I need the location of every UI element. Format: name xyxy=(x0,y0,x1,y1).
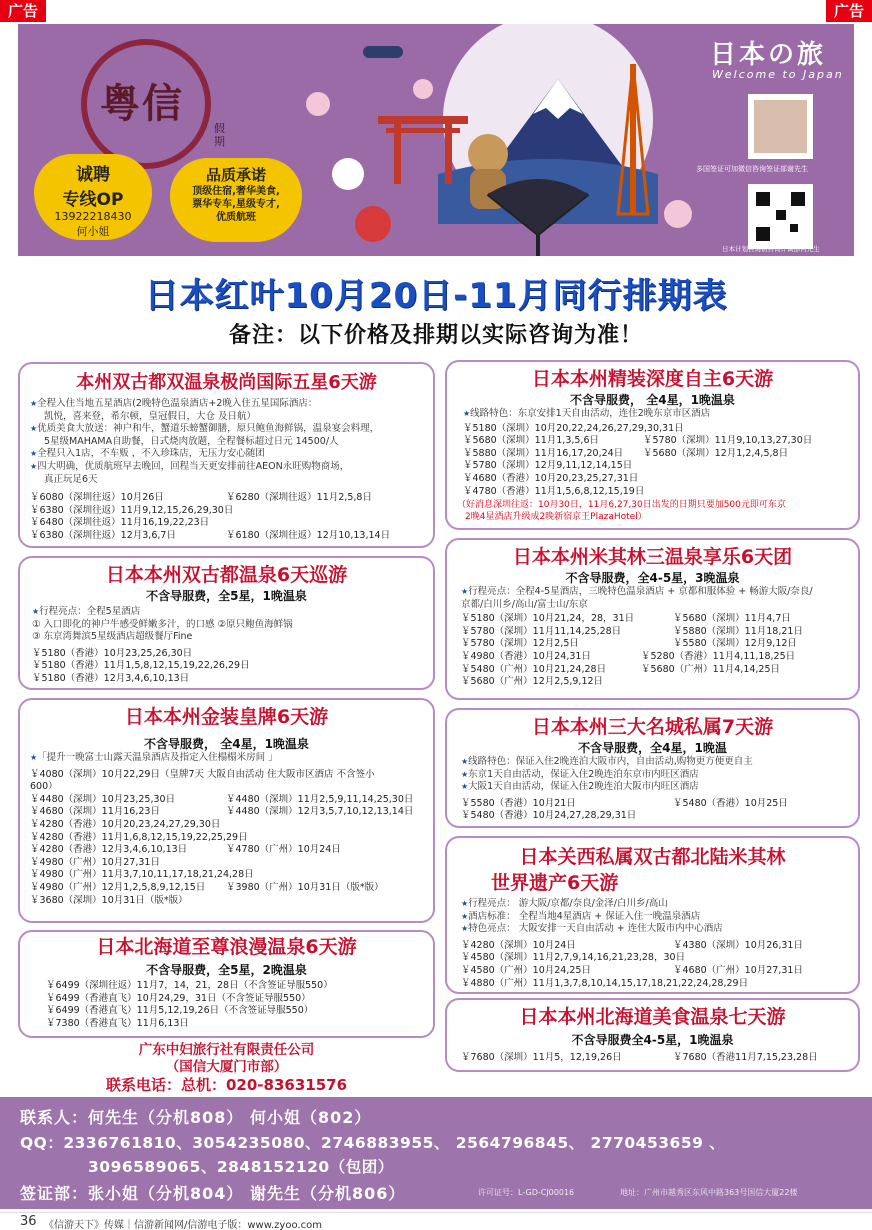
tour-title-2: 世界遗产6天游 xyxy=(491,872,619,894)
price-list xyxy=(447,1048,858,1065)
recruit-phone: 13922218430 xyxy=(54,210,132,223)
headline: 日本红叶10月20日-11月同行排期表 xyxy=(144,276,728,316)
bullet: 真正玩足6天 xyxy=(44,473,98,485)
bullet: ★四大明确，优质航班早去晚回，回程当天更安排前往AEON永旺购物商场， xyxy=(30,460,350,472)
bullet: 凯悦，喜来登，希尔顿，皇冠假日，大仓 及日航） xyxy=(44,410,257,422)
tour-subtitle: 不含导服费，全5星，2晚温泉 xyxy=(146,963,307,977)
price-list xyxy=(447,794,858,823)
bullet: ① 入口即化的神户牛感受鲜嫩多汁，的口感 ②原只鲍鱼海鲜锅 xyxy=(32,618,293,630)
footer xyxy=(0,1212,872,1230)
tour-title: 日本关西私属双古都北陆米其林 xyxy=(519,846,786,868)
bullet: ★酒店标准： 全程当地4星酒店 + 保证入住一晚温泉酒店 xyxy=(461,910,701,922)
price-row: ￥4680（香港）10月20,23,25,27,31日 xyxy=(463,472,639,484)
bullet: ③ 东京湾舞滨5星级酒店超级餐厅Fine xyxy=(32,631,193,643)
price-row: ￥6380（深圳往返）12月3,6,7日 ￥6180（深圳往返）12月10,13,14日 xyxy=(30,529,391,541)
tour-title: 日本本州精装深度自主6天游 xyxy=(531,368,774,390)
price-list xyxy=(20,486,433,542)
tour-title: 日本本州金装皇牌6天游 xyxy=(124,706,329,728)
quality-line-3: 优质航班 xyxy=(216,212,256,223)
price-row: ￥4980（香港）10月24,31日 ￥5280（香港）11月4,11,18,25日 xyxy=(461,650,796,662)
tour-bullets xyxy=(20,394,433,486)
price-row: ￥4280（深圳）10月24日 ￥4380（深圳）10月26,31日 xyxy=(461,939,803,951)
ad-label-right: 广告 xyxy=(826,0,872,22)
tour-card-4 xyxy=(18,930,435,1038)
tour-card-8 xyxy=(445,836,860,994)
bullet: ★行程亮点：全程5星酒店 xyxy=(32,606,141,617)
price-row: ￥5680（广州）12月2,5,9,12日 xyxy=(461,676,604,688)
price-row: 600） xyxy=(30,781,58,793)
price-row: ￥6480（深圳往返）11月16,19,22,23日 xyxy=(30,517,210,529)
bullet: ★线路特色：保证入住2晚连泊大阪市内，自由活动,购物更方便更自主 xyxy=(461,756,753,767)
bullet: ★全程只入1店，不车贩 ，不入珍珠店，无压力安心随团 xyxy=(30,448,265,460)
recruit-role: 专线OP xyxy=(62,190,124,210)
price-row: ￥4280（香港）12月3,4,6,10,13日 ￥4780（广州）10月24日 xyxy=(30,844,341,856)
price-row: ￥4280（香港）10月20,23,24,27,29,30日 xyxy=(30,818,221,830)
company-tel: 联系电话：总机：020-83631576 xyxy=(105,1076,348,1094)
tour-card-3 xyxy=(18,698,435,923)
slogan: 日本の旅 xyxy=(710,40,827,70)
promo-note xyxy=(447,498,858,523)
price-list xyxy=(447,936,858,990)
price-row: ￥4680（深圳）11月16,23日 ￥4480（深圳）12月3,5,7,10,12,13,14日 xyxy=(30,806,414,818)
tour-bullets xyxy=(447,586,858,611)
price-row: ￥7680（深圳）11月5，12,19,26日 ￥7680（香港11月7,15,23,28日 xyxy=(461,1052,818,1063)
qq-line-1: QQ：2336761810、3054235080、2746883955、 2564796845、 2770453659 、 xyxy=(20,1134,726,1152)
company-branch: （国信大厦门市部） xyxy=(165,1059,288,1075)
price-row: ￥5480（广州）10月21,24,28日 ￥5680（广州）11月4,14,25日 xyxy=(461,663,781,675)
recruit-badge xyxy=(34,154,152,240)
price-row: ￥4580（广州）10月24,25日 ￥4680（广州）10月27,31日 xyxy=(461,964,803,976)
bullet: 5星级MAHAMA自助餐，日式烧肉放题，全程餐标超过日元 14500/人 xyxy=(44,435,339,447)
tour-card-1 xyxy=(18,362,435,548)
promo-line-2: 2晚4星酒店升级成2晚新宿京王PlazaHotel） xyxy=(465,512,647,523)
price-row: ￥5780（深圳）11月11,14,25,28日 ￥5880（深圳）11月18,21日 xyxy=(461,625,803,637)
recruit-title: 诚聘 xyxy=(76,165,110,185)
tour-title: 日本本州三大名城私属7天游 xyxy=(531,716,774,738)
price-row: ￥4580（深圳）11月2,7,9,14,16,21,23,28，30日 xyxy=(461,952,686,964)
price-row: ￥5880（深圳）11月16,17,20,24日 ￥5680（深圳）12月1,2,4,5,8日 xyxy=(463,447,789,459)
address: 地址：广州市越秀区东风中路363号国信大厦22楼 xyxy=(620,1188,798,1197)
contact-bar xyxy=(0,1097,872,1209)
price-row: ￥5780（深圳）12月2,5日 ￥5580（深圳）12月9,12日 xyxy=(461,638,797,650)
tour-title: 日本北海道至尊浪漫温泉6天游 xyxy=(96,936,357,958)
tour-card-5 xyxy=(445,360,860,530)
banner xyxy=(18,24,854,256)
tour-title: 本州双古都双温泉极尚国际五星6天游 xyxy=(76,372,377,393)
price-row: ￥6499（香港直飞）10月24,29，31日（不含签证导服550） xyxy=(46,992,311,1004)
price-row: ￥4880（广州）11月1,3,7,8,10,14,15,17,18,21,22,24,28,29日 xyxy=(461,977,749,989)
price-row: ￥4480（深圳）10月23,25,30日 ￥4480（深圳）11月2,5,9,11,14,25,30日 xyxy=(30,793,414,805)
tour-subtitle: 不含导服费全4-5星，1晚温泉 xyxy=(571,1033,734,1047)
price-row: ￥4980（广州）11月3,7,10,11,17,18,21,24,28日 xyxy=(30,869,254,881)
price-row: ￥4980（广州）12月1,2,5,8,9,12,15日 ￥3980（广州）10月31日（版*版） xyxy=(30,881,384,893)
price-row: ￥6080（深圳往返）10月26日 ￥6280（深圳往返）11月2,5,8日 xyxy=(30,492,372,504)
price-row: ￥3680（深圳）10月31日（版*版） xyxy=(30,894,188,906)
tour-subtitle: 不含导服费，全4星，1晚温 xyxy=(578,741,727,755)
price-row: ￥4780（香港）11月1,5,6,8,12,15,19日 xyxy=(463,485,645,497)
tour-subtitle: 不含导服费， 全4星，1晚温泉 xyxy=(570,393,735,407)
price-row: ￥5180（香港）11月1,5,8,12,15,19,22,26,29日 xyxy=(32,660,250,672)
quality-title: 品质承诺 xyxy=(205,166,266,184)
tour-bullets xyxy=(20,752,433,765)
subhead: 备注：以下价格及排期以实际咨询为准！ xyxy=(228,323,643,348)
price-list xyxy=(20,765,433,908)
contact-line-1: 联系人：何先生（分机808） 何小姐（802） xyxy=(20,1108,372,1127)
tour-card-6 xyxy=(445,538,860,700)
price-row: ￥5180（深圳）10月21,24，28，31日 ￥5680（深圳）11月4,7日 xyxy=(461,613,791,625)
price-list xyxy=(20,644,433,686)
price-row: ￥7380（香港直飞）11月6,13日 xyxy=(46,1017,189,1029)
quality-line-2: 票华专车,星级专才, xyxy=(192,199,280,210)
recruit-contact: 何小姐 xyxy=(76,225,110,238)
tour-subtitle: 不含导服费，全5星，1晚温泉 xyxy=(146,589,307,603)
price-row: ￥6499（香港直飞）11月5,12,19,26日（不含签证导服550） xyxy=(46,1005,314,1017)
bullet: ★「提升一晚富士山露天温泉酒店及指定入住榻榻米房间 」 xyxy=(30,752,278,763)
bullet: ★行程亮点： 游大阪/京都/奈良/金泽/白川乡/高山 xyxy=(461,898,668,909)
price-row: ￥4280（香港）11月1,6,8,12,15,19,22,25,29日 xyxy=(30,831,248,843)
tour-title: 日本本州双古都温泉6天巡游 xyxy=(105,564,348,586)
slogan-en: Welcome to Japan xyxy=(712,68,844,81)
tour-bullets xyxy=(447,756,858,794)
tour-subtitle: 不含导服费，全4-5星，3晚温泉 xyxy=(565,571,740,585)
price-list xyxy=(447,611,858,689)
quality-badge xyxy=(170,158,302,242)
price-row: ￥5580（香港）10月21日 ￥5480（香港）10月25日 xyxy=(461,797,788,809)
bullet: ★全程入住当地五星酒店(2晚特色温泉酒店+2晚入住五星国际酒店： xyxy=(30,398,318,409)
price-row: ￥5180（香港）12月3,4,6,10,13日 xyxy=(32,672,190,684)
tour-title: 日本本州北海道美食温泉七天游 xyxy=(519,1006,786,1028)
quality-line-1: 顶级住宿,奢华美食, xyxy=(192,186,280,197)
company-block xyxy=(18,1042,435,1095)
price-row: ￥5780（深圳）12月9,11,12,14,15日 xyxy=(463,460,633,472)
bullet: ★大阪1天自由活动，保证入住2晚连泊大阪市内旺区酒店 xyxy=(461,781,699,793)
tour-card-2 xyxy=(18,556,435,690)
bullet: ★优质美食大放送：神户和牛，蟹道乐螃蟹御膳，原只鲍鱼海鲜锅，温泉宴会料理， xyxy=(30,423,380,435)
price-list xyxy=(20,978,433,1030)
license-no: 许可证号：L-GD-CJ00016 xyxy=(478,1188,575,1197)
bullet: ★线路特色：东京安排1天自由活动，连住2晚东京市区酒店 xyxy=(463,408,711,419)
brand-sub: 假期 xyxy=(214,122,225,148)
tour-title: 日本本州米其林三温泉享乐6天团 xyxy=(512,546,793,568)
tour-bullets xyxy=(20,604,433,644)
visa-line: 签证部：张小姐（分机804） 谢先生（分机806） xyxy=(20,1184,406,1203)
company-name: 广东中妇旅行社有限责任公司 xyxy=(138,1042,315,1058)
price-row: ￥4980（广州）10月27,31日 xyxy=(30,856,160,868)
qr2-caption: 日本计划咨询请咨询计调部何先生 xyxy=(722,245,820,253)
ad-label-left: 广告 xyxy=(0,0,46,22)
price-row: ￥5180（香港）10月23,25,26,30日 xyxy=(32,647,193,659)
price-row: ￥5180（深圳）10月20,22,24,26,27,29,30,31日 xyxy=(463,422,684,434)
bullet: ★特色亮点： 大阪安排一天自由活动 + 连住大阪市内中心酒店 xyxy=(461,923,723,935)
brand-logo: 粤信 xyxy=(100,80,184,127)
promo-line-1: （好消息深圳往返：10月30日，11月6,27,30日出发的日期只要加500元即可东京 xyxy=(457,500,786,511)
footer-text: 《信游天下》传媒｜信游新闻网/信游电子版：www.zyoo.com xyxy=(44,1220,322,1230)
price-row: ￥5480（香港）10月24,27,28,29,31日 xyxy=(461,810,637,822)
tour-card-9 xyxy=(445,998,860,1072)
bullet: ★行程亮点：全程4-5星酒店，三晚特色温泉酒店 + 京都和服体验 + 畅游大阪/奈良/ xyxy=(461,586,813,597)
bullet: ★东京1天自由活动，保证入住2晚连泊东京市内旺区酒店 xyxy=(461,768,699,780)
tour-card-7 xyxy=(445,708,860,828)
price-row: ￥5680（深圳）11月1,3,5,6日 ￥5780（深圳）11月9,10,13,27,30日 xyxy=(463,435,813,447)
price-row: ￥6380（深圳往返）11月9,12,15,26,29,30日 xyxy=(30,504,234,516)
bullet: 京都/白川乡/高山/富士山/东京 xyxy=(461,598,588,610)
price-row: ￥4080（深圳）10月22,29日（皇牌7天 大阪自由活动 住大阪市区酒店 不含签小 xyxy=(30,768,375,780)
qq-line-2: 3096589065、2848152120（包团） xyxy=(88,1158,394,1176)
price-list xyxy=(447,421,858,499)
tour-bullets xyxy=(447,896,858,936)
tour-bullets xyxy=(447,408,858,421)
price-row: ￥6499（深圳往返）11月7，14，21，28日（不含签证导服550） xyxy=(46,980,333,991)
tour-subtitle: 不含导服费， 全4星，1晚温泉 xyxy=(144,737,309,751)
qr1-caption: 多国签证可加微信咨询签证部谢先生 xyxy=(696,165,808,173)
page-number: 36 xyxy=(20,1214,37,1229)
